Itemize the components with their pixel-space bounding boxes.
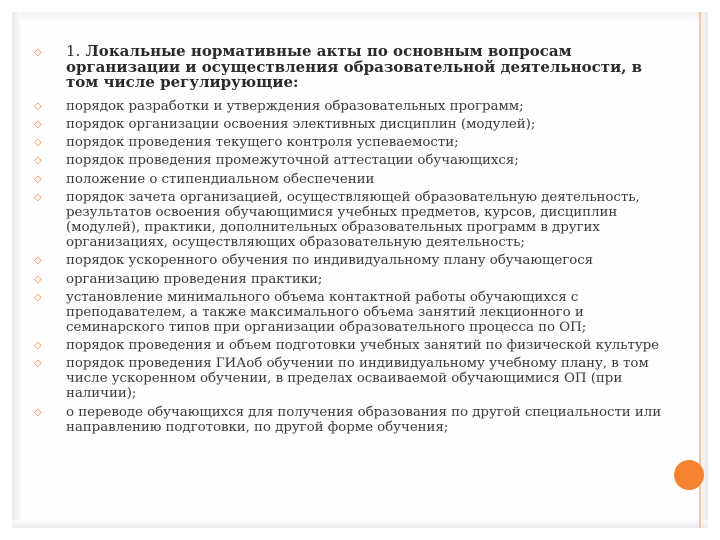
frame-top-edge [12,12,708,20]
list-item [34,190,674,250]
list-item [34,153,674,168]
list-item-text: порядок организации освоения элективных дисциплин (модулей); [66,116,536,132]
diamond-outline-icon: ◇ [34,100,42,112]
list-item [34,272,674,287]
list-item-text: порядок проведения ГИАоб обучении по индивидуальному учебному плану, в том числе ускоренном обучении, в пределах осваиваемой обучающимися ОП (при наличии); [66,356,649,402]
diamond-outline-icon: ◇ [34,255,42,267]
list-item [34,338,674,353]
list-item [34,356,674,401]
diamond-outline-icon: ◇ [34,118,42,130]
list-item-text: порядок проведения текущего контроля успеваемости; [66,135,459,151]
diamond-outline-icon: ◇ [34,173,42,185]
list-item [34,117,674,132]
frame-bottom-edge [12,520,708,528]
section-heading [34,44,674,91]
list-item [34,99,674,114]
list-item [34,172,674,187]
list-item-text: о переводе обучающихся для получения образования по другой специальности или направлению подготовки, по другой форме обучения; [66,404,662,435]
list-item [34,290,674,335]
list-item-text: порядок ускоренного обучения по индивидуальному плану обучающегося [66,253,594,269]
frame-left-edge [12,12,21,528]
list-item-text: порядок проведения и объем подготовки учебных занятий по физической культуре [66,338,660,354]
diamond-outline-icon: ◇ [34,340,42,352]
diamond-outline-icon: ◇ [34,406,42,418]
accent-line [699,12,701,528]
diamond-outline-icon: ◇ [34,358,42,370]
orange-circle-decoration [674,460,704,490]
list-item-text: организацию проведения практики; [66,271,323,287]
list-item-text: положение о стипендиальном обеспечении [66,171,375,187]
list-item-text: порядок проведения промежуточной аттестации обучающихся; [66,153,519,169]
list-item [34,405,674,435]
list-item [34,135,674,150]
diamond-outline-icon: ◇ [34,47,42,58]
diamond-outline-icon: ◇ [34,191,42,203]
list-item [34,253,674,268]
diamond-outline-icon: ◇ [34,273,42,285]
heading-number: 1. [66,42,81,60]
list-item-text: порядок разработки и утверждения образовательных программ; [66,98,524,114]
diamond-outline-icon: ◇ [34,137,42,149]
slide-content [34,44,674,438]
bullet-list [34,99,674,435]
list-item-text: порядок зачета организацией, осуществляющей образовательную деятельность, результатов освоения обучающимися учебных предметов, курсов, дисциплин (модулей), практики, дополнительных образовательных программ в других организациях, осуществляющих образовательную деятельность; [66,189,640,250]
heading-text: Локальные нормативные акты по основным вопросам организации и осуществления образовательной деятельности, в том числе регулирующие: [66,42,643,91]
diamond-outline-icon: ◇ [34,155,42,167]
list-item-text: установление минимального объема контактной работы обучающихся с преподавателем, а также максимального объема занятий лекционного и семинарского типов при организации образовательного процесса по ОП; [66,289,587,335]
diamond-outline-icon: ◇ [34,291,42,303]
